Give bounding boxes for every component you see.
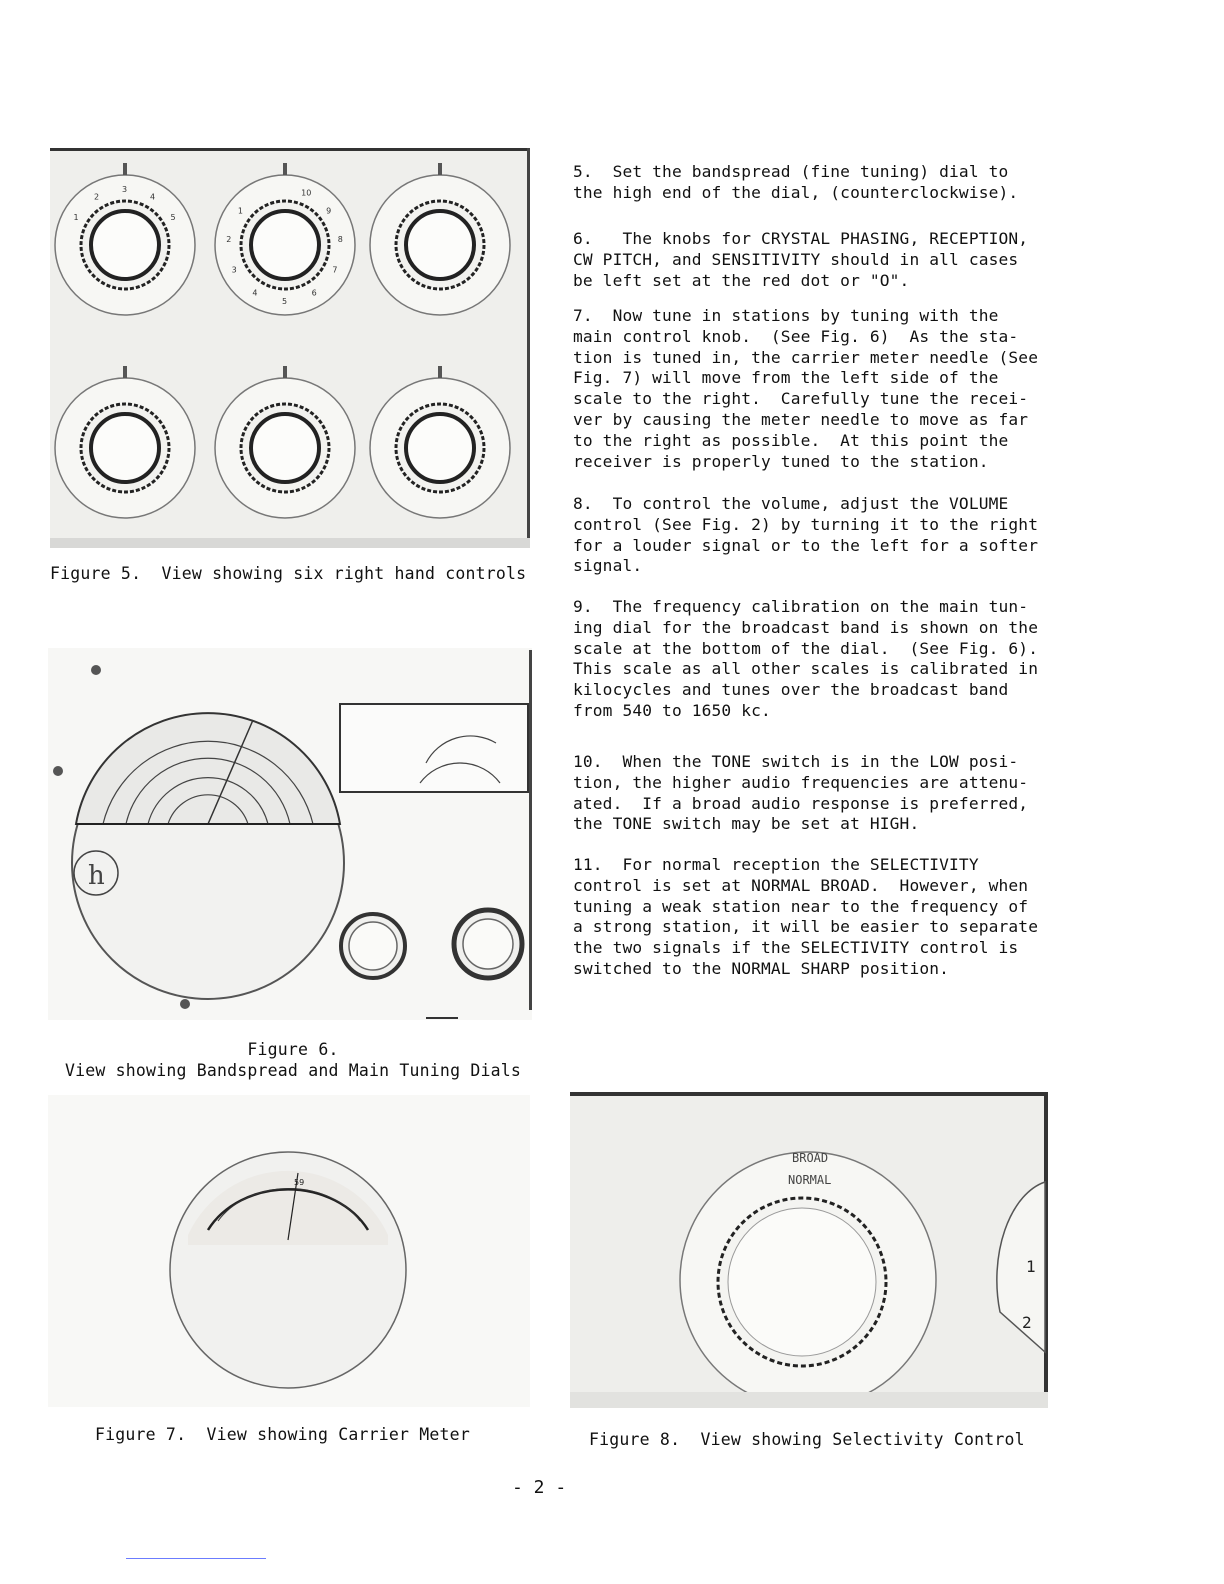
svg-text:1: 1 bbox=[1026, 1257, 1036, 1276]
knob-scale-mark: 4 bbox=[150, 192, 156, 202]
svg-text:NORMAL: NORMAL bbox=[788, 1173, 832, 1187]
figure-6-photo bbox=[48, 648, 532, 1020]
paragraph-9: 9. The frequency calibration on the main tun- ing dial for the broadcast band is shown on the scale at the bottom of the dial. (See Fig. 6). This scale as all other scales is calibrated in kilocycles and tunes over the broadcast band from 540 to 1650 kc. bbox=[573, 597, 1039, 720]
figure-7-caption: Figure 7. View showing Carrier Meter bbox=[95, 1425, 470, 1444]
knob-scale-mark: 6 bbox=[311, 288, 317, 298]
carrier-meter-illustration bbox=[48, 1095, 530, 1407]
knob-scale-mark: 1 bbox=[237, 206, 243, 216]
screw-icon bbox=[53, 766, 63, 776]
paragraph-10: 10. When the TONE switch is in the LOW posi- tion, the higher audio frequencies are attenu- ated. If a broad audio response is preferred, the TONE switch may be set at HIGH. bbox=[573, 752, 1029, 834]
knob-scale-mark: 9 bbox=[326, 206, 332, 216]
figure-5-caption: Figure 5. View showing six right hand controls bbox=[50, 564, 527, 583]
knob-scale-mark: 3 bbox=[231, 265, 237, 275]
figure-8-photo bbox=[570, 1092, 1048, 1408]
paragraph-8: 8. To control the volume, adjust the VOLUME control (See Fig. 2) by turning it to the right for a louder signal or to the left for a softer signal. bbox=[573, 494, 1039, 576]
paragraph-7: 7. Now tune in stations by tuning with the main control knob. (See Fig. 6) As the sta- tion is tuned in, the carrier meter needle (See Fig. 7) will move from the left side of the scale to the right. Carefully tune the recei- ver by causing the meter needle to move as far to the right as possible. At this point the receiver is properly tuned to the station. bbox=[573, 306, 1039, 471]
knob-scale-mark: 1 bbox=[73, 213, 79, 222]
divider-line bbox=[126, 1558, 266, 1559]
svg-text:h: h bbox=[88, 861, 105, 891]
knob-scale-mark: 7 bbox=[332, 265, 338, 275]
tuning-dials-illustration bbox=[48, 648, 532, 1020]
figure-6-caption-line2: View showing Bandspread and Main Tuning Dials bbox=[64, 1061, 522, 1080]
figure-5-photo bbox=[50, 148, 530, 548]
knob-scale-mark: 5 bbox=[170, 213, 176, 222]
knob-scale-mark: 2 bbox=[94, 192, 100, 202]
selectivity-control-illustration bbox=[570, 1092, 1048, 1408]
paragraph-6: 6. The knobs for CRYSTAL PHASING, RECEPTION, CW PITCH, and SENSITIVITY should in all cases be left set at the red dot or "O". bbox=[573, 229, 1029, 290]
page-number: - 2 - bbox=[512, 1477, 567, 1498]
meter-mark: 59 bbox=[294, 1178, 305, 1187]
screw-icon bbox=[91, 665, 101, 675]
knob-scale-mark: 2 bbox=[226, 235, 232, 245]
figure-7-photo bbox=[48, 1095, 530, 1407]
figure-8-caption: Figure 8. View showing Selectivity Control bbox=[589, 1430, 1025, 1449]
figure-6-caption-line1: Figure 6. bbox=[247, 1040, 339, 1059]
six-knobs-illustration bbox=[50, 148, 530, 548]
knob-scale-mark: 3 bbox=[122, 185, 128, 194]
screw-icon bbox=[180, 999, 190, 1009]
paragraph-11: 11. For normal reception the SELECTIVITY control is set at NORMAL BROAD. However, when tuning a weak station near to the frequency of a strong station, it will be easier to separate the two signals if the SELECTIVITY control is switched to the NORMAL SHARP position. bbox=[573, 855, 1039, 978]
knob-scale-mark: 10 bbox=[301, 188, 312, 198]
knob-scale-mark: 4 bbox=[252, 288, 258, 298]
paragraph-5: 5. Set the bandspread (fine tuning) dial to the high end of the dial, (counterclockwise). bbox=[573, 162, 1019, 202]
knob-scale-mark: 5 bbox=[282, 297, 288, 306]
svg-text:BROAD: BROAD bbox=[792, 1151, 829, 1165]
knob-scale-mark: 8 bbox=[337, 235, 343, 245]
svg-text:2: 2 bbox=[1022, 1313, 1032, 1332]
